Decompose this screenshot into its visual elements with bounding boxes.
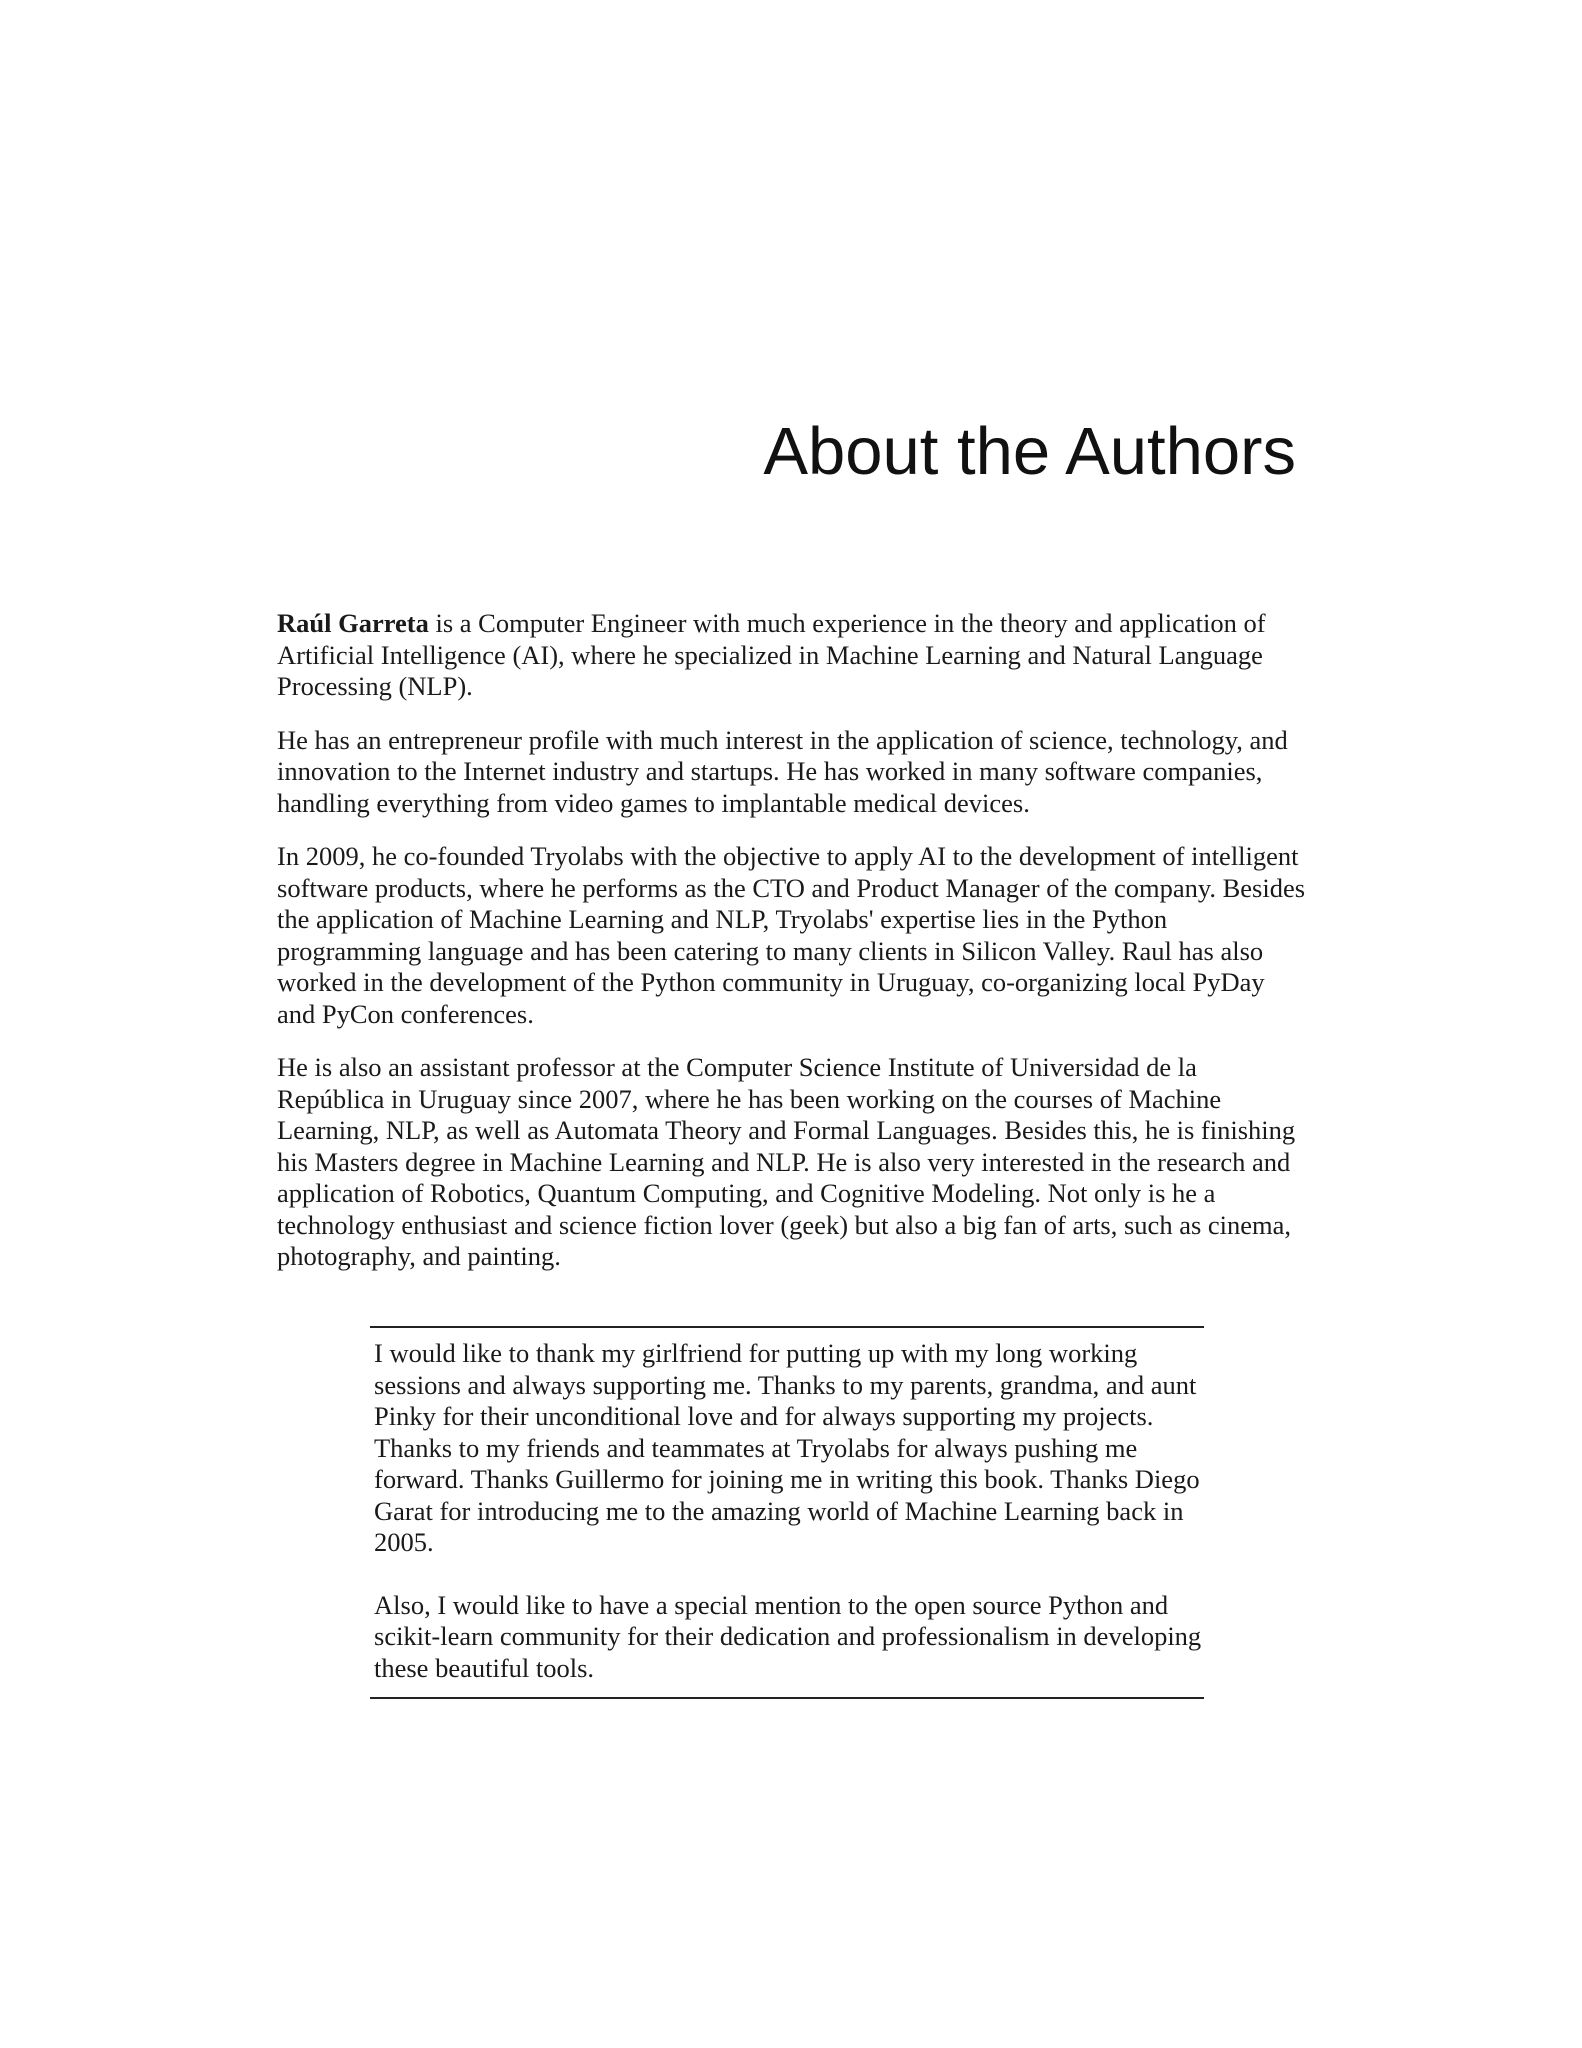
- bio-paragraph-3: In 2009, he co-founded Tryolabs with the objective to apply AI to the development of intelligent software products, where he performs as the CTO and Product Manager of the company. Besides the application of Machine Learning and NLP, Tryolabs' expertise lies in the Python programming language and has been catering to many clients in Silicon Valley. Raul has also worked in the development of the Python community in Uruguay, co-organizing local PyDay and PyCon conferences.: [277, 841, 1306, 1029]
- acknowledgement-paragraph-2: Also, I would like to have a special mention to the open source Python and scikit-learn community for their dedication and professionalism in developing these beautiful tools.: [374, 1589, 1202, 1683]
- author-bio: [277, 608, 1307, 1295]
- bio-paragraph-1: [277, 608, 1307, 703]
- author-name: Raúl Garreta: [277, 608, 429, 638]
- acknowledgement-paragraph-1: I would like to thank my girlfriend for putting up with my long working sessions and always supporting me. Thanks to my parents, grandma, and aunt Pinky for their unconditional love and for always supporting my projects. Thanks to my friends and teammates at Tryolabs for always pushing me forward. Thanks Guillermo for joining me in writing this book. Thanks Diego Garat for introducing me to the amazing world of Machine Learning back in 2005.: [374, 1338, 1200, 1557]
- bio-paragraph-1-text: is a Computer Engineer with much experience in the theory and application of Artificial Intelligence (AI), where he specialized in Machine Learning and Natural Language Processing (NLP).: [277, 608, 1266, 701]
- acknowledgement-box: [370, 1326, 1204, 1699]
- page-title: About the Authors: [763, 414, 1296, 489]
- bio-paragraph-2: He has an entrepreneur profile with much interest in the application of science, technology, and innovation to the Internet industry and startups. He has worked in many software companies, handling everything from video games to implantable medical devices.: [277, 724, 1288, 818]
- bio-paragraph-4: He is also an assistant professor at the Computer Science Institute of Universidad de la República in Uruguay since 2007, where he has been working on the courses of Machine Learning, NLP, as well as Automata Theory and Formal Languages. Besides this, he is finishing his Masters degree in Machine Learning and NLP. He is also very interested in the research and application of Robotics, Quantum Computing, and Cognitive Modeling. Not only is he a technology enthusiast and science fiction lover (geek) but also a big fan of arts, such as cinema, photography, and painting.: [277, 1052, 1296, 1271]
